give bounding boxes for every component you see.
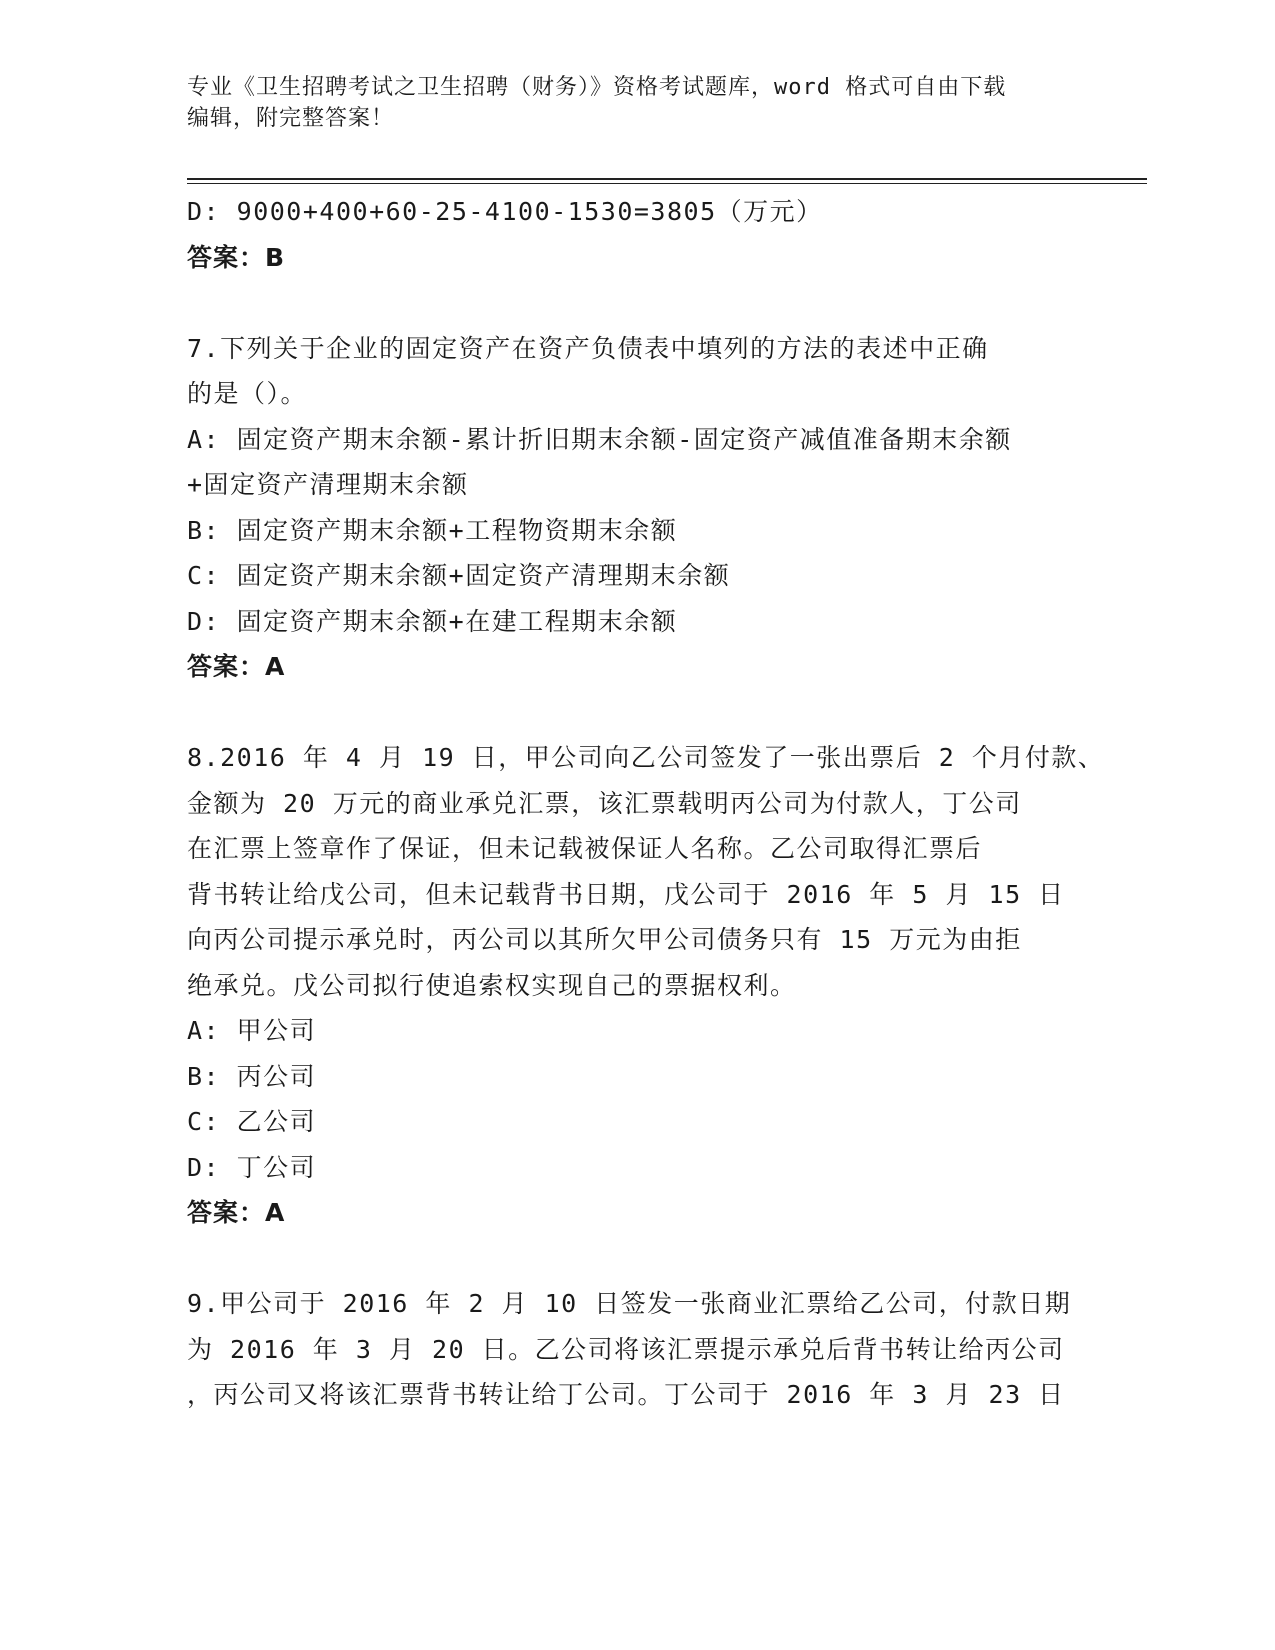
question-8 <box>187 735 1105 1236</box>
header-line-1: 专业《卫生招聘考试之卫生招聘（财务）》资格考试题库，word 格式可自由下载 <box>187 75 1007 100</box>
option-b: B: 固定资产期末余额+工程物资期末余额 <box>187 515 678 545</box>
option-a: A: 固定资产期末余额-累计折旧期末余额-固定资产减值准备期末余额 <box>187 424 1012 454</box>
question-stem: 金额为 20 万元的商业承兑汇票，该汇票载明丙公司为付款人，丁公司 <box>187 788 1022 818</box>
answer-label: 答案：A <box>187 652 286 681</box>
question-stem: 9.甲公司于 2016 年 2 月 10 日签发一张商业汇票给乙公司，付款日期 <box>187 1289 1072 1318</box>
question-stem: 在汇票上签章作了保证，但未记载被保证人名称。乙公司取得汇票后 <box>187 834 983 863</box>
option-d: D: 9000+400+60-25-4100-1530=3805（万元） <box>187 197 823 226</box>
option-c: C: 乙公司 <box>187 1107 317 1136</box>
option-a-continued: +固定资产清理期末余额 <box>187 470 469 499</box>
spacer <box>187 1236 1087 1282</box>
question-stem: 绝承兑。戊公司拟行使追索权实现自己的票据权利。 <box>187 970 797 1000</box>
option-b: B: 丙公司 <box>187 1061 317 1091</box>
option-a: A: 甲公司 <box>187 1016 317 1045</box>
question-stem: ，丙公司又将该汇票背书转让给丁公司。丁公司于 2016 年 3 月 23 日 <box>187 1380 1065 1409</box>
question-stem: 为 2016 年 3 月 20 日。乙公司将该汇票提示承兑后背书转让给丙公司 <box>187 1334 1065 1364</box>
document-header <box>187 72 1087 134</box>
question-stem: 向丙公司提示承兑时，丙公司以其所欠甲公司债务只有 15 万元为由拒 <box>187 925 1022 954</box>
question-9 <box>187 1281 1087 1418</box>
header-line-2: 编辑，附完整答案！ <box>187 106 395 131</box>
answer-label: 答案：A <box>187 1198 286 1227</box>
question-6-tail <box>187 189 1087 280</box>
header-divider-thin <box>187 183 1147 184</box>
question-stem: 的是（）。 <box>187 379 308 408</box>
question-7 <box>187 326 1087 690</box>
document-body <box>187 189 1105 1418</box>
header-divider-thick <box>187 178 1147 180</box>
question-stem: 7.下列关于企业的固定资产在资产负债表中填列的方法的表述中正确 <box>187 333 989 363</box>
option-c: C: 固定资产期末余额+固定资产清理期末余额 <box>187 561 731 590</box>
question-stem: 背书转让给戊公司，但未记载背书日期，戊公司于 2016 年 5 月 15 日 <box>187 879 1065 909</box>
option-d: D: 固定资产期末余额+在建工程期末余额 <box>187 606 678 636</box>
spacer <box>187 690 1087 736</box>
option-d: D: 丁公司 <box>187 1152 317 1182</box>
spacer <box>187 280 1087 326</box>
question-stem: 8.2016 年 4 月 19 日，甲公司向乙公司签发了一张出票后 2 个月付款、 <box>187 743 1105 772</box>
answer-label: 答案：B <box>187 242 286 272</box>
